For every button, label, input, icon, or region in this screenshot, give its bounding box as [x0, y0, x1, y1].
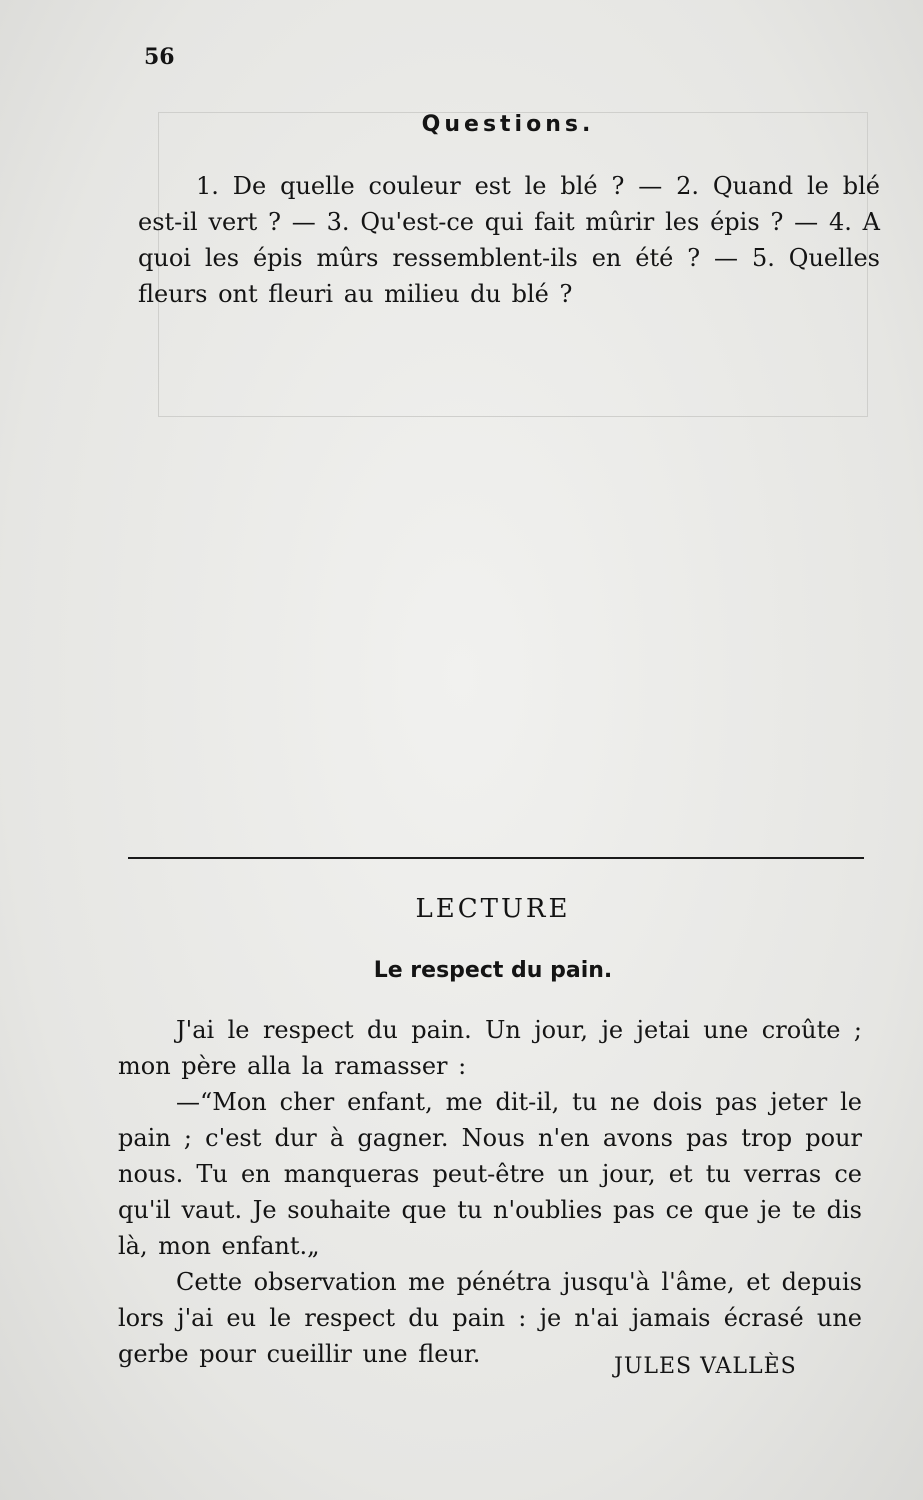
page-number: 56: [144, 44, 175, 70]
questions-text: 1. De quelle couleur est le blé ? — 2. Quand le blé est-il vert ? — 3. Qu'est-ce qui fait mûrir les épis ? — 4. A quoi les épis mûrs ressemblent-ils en été ? — 5. Quelles fleurs ont fleuri au milieu du blé ?: [138, 172, 880, 308]
lecture-heading: LECTURE: [415, 894, 571, 924]
reading-title: Le respect du pain.: [373, 958, 613, 983]
questions-title: Questions.: [421, 112, 595, 137]
section-divider: [128, 857, 864, 859]
reading-paragraph: Cette observation me pénétra jusqu'à l'âme, et depuis lors j'ai eu le respect du pain : je n'ai jamais écrasé une gerbe pour cueillir une fleur.: [118, 1268, 862, 1368]
author-signature: JULES VALLÈS: [614, 1354, 797, 1379]
reading-paragraph: J'ai le respect du pain. Un jour, je jetai une croûte ; mon père alla la ramasser :: [118, 1016, 862, 1080]
reading-body: [118, 1012, 862, 1372]
reading-paragraph: —“Mon cher enfant, me dit-il, tu ne dois pas jeter le pain ; c'est dur à gagner. Nous n'en avons pas trop pour nous. Tu en manqueras peut-être un jour, et tu verras ce qu'il vaut. Je souhaite que tu n'oublies pas ce que je te dis là, mon enfant.„: [118, 1088, 862, 1260]
